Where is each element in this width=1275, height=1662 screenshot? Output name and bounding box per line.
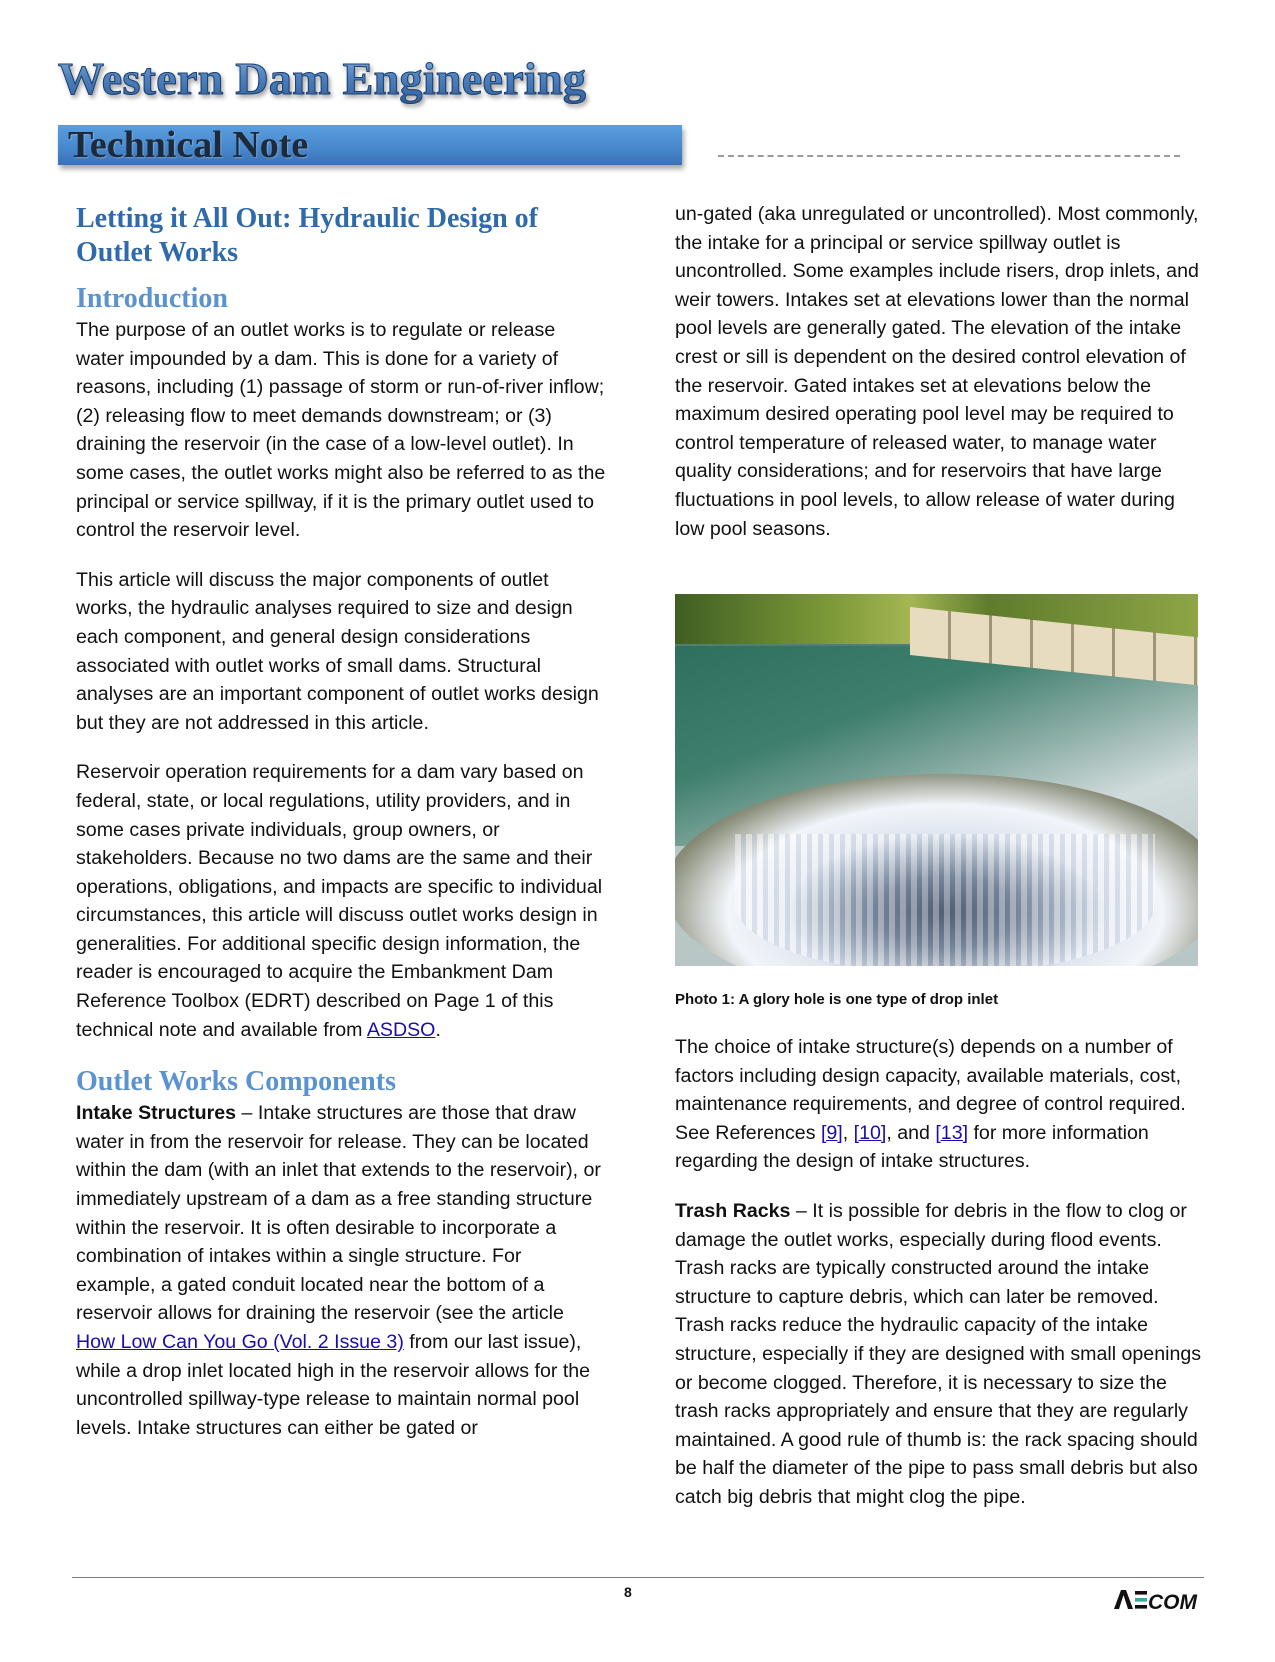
trash-racks-lead: Trash Racks <box>675 1199 791 1222</box>
section-heading-introduction: Introduction <box>76 283 228 314</box>
section-heading-components: Outlet Works Components <box>76 1066 396 1098</box>
header-dashed-divider <box>718 155 1180 157</box>
intake-structures-paragraph <box>76 1099 606 1442</box>
aecom-logo-e-bar-bottom <box>1135 1605 1147 1609</box>
intro-paragraph-2: This article will discuss the major components of outlet works, the hydraulic analyses required to size and design each component, and general design considerations associated with outlet works of small dams. Structural analyses are an important component of outlet works design but they are not addressed in this article. <box>76 568 599 734</box>
reference-link-9[interactable]: [9] <box>820 1121 843 1144</box>
intake-text-before-link: – Intake structures are those that draw water in from the reservoir for release. They can be located within the dam (with an inlet that extends to the reservoir), or immediately upstream of a dam as a free standing structure within the reservoir. It is often desirable to incorporate a combination of intakes within a single structure. For example, a gated conduit located near the bottom of a reservoir allows for draining the reservoir (see the article <box>76 1102 601 1325</box>
intro-paragraph-3-end: . <box>435 1018 441 1041</box>
aecom-logo <box>1113 1587 1203 1611</box>
intake-continued-paragraph: un-gated (aka unregulated or uncontrolled). Most commonly, the intake for a principal or service spillway outlet is uncontrolled. Some examples include risers, drop inlets, and weir towers. Intakes set at elevations lower than the normal pool levels are generally gated. The elevation of the intake crest or sill is dependent on the desired control elevation of the reservoir. Gated intakes set at elevations below the maximum desired operating pool level may be required to control temperature of released water, to manage water quality considerations; and for reservoirs that have large fluctuations in pool levels, to allow release of water during low pool seasons. <box>675 203 1199 540</box>
intro-paragraph-1: The purpose of an outlet works is to regulate or release water impounded by a dam. This is done for a variety of reasons, including (1) passage of storm or run-of-river inflow; (2) releasing flow to meet demands downstream; or (3) draining the reservoir (in the case of a low-level outlet). In some cases, the outlet works might also be referred to as the principal or service spillway, if it is the primary outlet used to control the reservoir level. <box>76 319 606 542</box>
masthead-title: Western Dam Engineering <box>58 53 587 104</box>
aecom-logo-e-bar-middle <box>1135 1598 1147 1602</box>
reference-link-13[interactable]: [13] <box>935 1121 969 1144</box>
reference-separator-1: , <box>842 1121 854 1144</box>
photo-caption: Photo 1: A glory hole is one type of drop inlet <box>675 991 999 1008</box>
glory-hole-photo <box>675 594 1198 966</box>
intake-structures-lead: Intake Structures <box>76 1102 237 1125</box>
intake-choice-paragraph <box>675 1033 1205 1176</box>
reference-link-10[interactable]: [10] <box>853 1121 887 1144</box>
intro-paragraph-3-text: Reservoir operation requirements for a dam vary based on federal, state, or local regulations, utility providers, and in some cases private individuals, group owners, or stakeholders. Because no two dams are the same and their operations, obligations, and impacts are specific to individual circumstances, this article will discuss outlet works design in generalities. For additional specific design information, the reader is encouraged to acquire the Embankment Dam Reference Toolbox (EDRT) described on Page 1 of this technical note and available from <box>76 761 603 1041</box>
intro-paragraph-3 <box>76 758 606 1044</box>
aecom-logo-text: COM <box>1148 1591 1197 1611</box>
intake-choice-text-1: The choice of intake structure(s) depends on a number of factors including design capacity, available materials, cost, maintenance requirements, and degree of control required. See References <box>675 1036 1186 1144</box>
how-low-can-you-go-link[interactable]: How Low Can You Go (Vol. 2 Issue 3) <box>76 1331 404 1353</box>
reference-separator-2: , and <box>886 1121 936 1144</box>
right-column-lower <box>675 1033 1205 1533</box>
technical-note-label: Technical Note <box>68 124 309 166</box>
asdso-link[interactable]: ASDSO <box>366 1018 436 1041</box>
trash-racks-text: – It is possible for debris in the flow to clog or damage the outlet works, especially during flood events. Trash racks are typically constructed around the intake structure to capture debris, which can later be removed. Trash racks reduce the hydraulic capacity of the intake structure, especially if they are designed with small openings or become clogged. Therefore, it is necessary to size the trash racks appropriately and ensure that they are regularly maintained. A good rule of thumb is: the rack spacing should be half the diameter of the pipe to pass small debris but also catch big debris that might clog the pipe. <box>675 1199 1202 1508</box>
right-column-upper <box>675 200 1205 564</box>
intake-choice-text-2: for more information regarding the design of intake structures. <box>675 1121 1149 1173</box>
footer-divider <box>72 1577 1204 1578</box>
left-column <box>76 200 606 1463</box>
photo-water-curtain <box>735 834 1155 966</box>
intake-text-after-link: from our last issue), while a drop inlet located high in the reservoir allows for the uncontrolled spillway-type release to maintain normal pool levels. Intake structures can either be gated or <box>76 1331 591 1439</box>
article-title: Letting it All Out: Hydraulic Design of Outlet Works <box>76 203 538 268</box>
aecom-logo-letter-a <box>1114 1590 1133 1609</box>
trash-racks-paragraph <box>675 1197 1205 1512</box>
page-number: 8 <box>624 1584 632 1600</box>
aecom-logo-e-bar-top <box>1135 1591 1147 1595</box>
technical-note-banner <box>58 125 682 165</box>
